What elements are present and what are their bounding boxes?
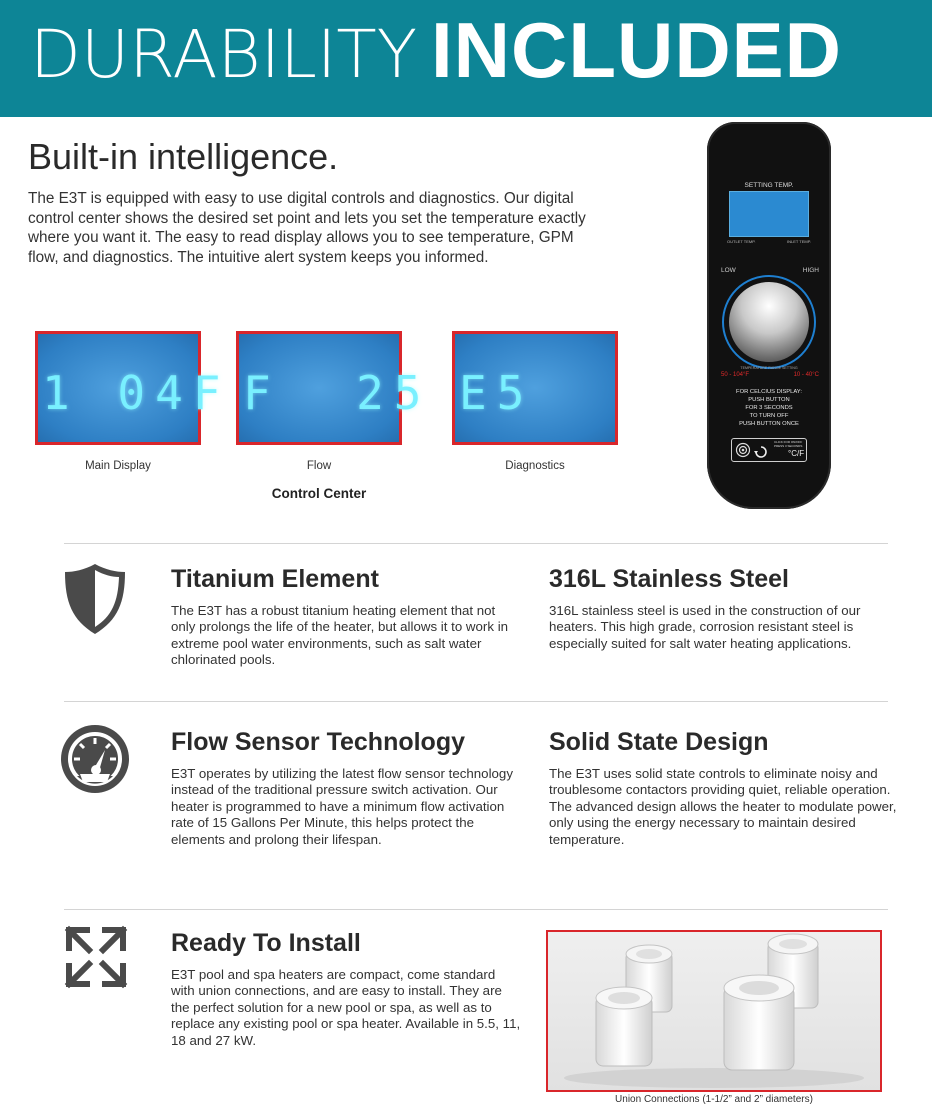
feature-title-solid-state: Solid State Design bbox=[549, 728, 769, 756]
intelligence-body: The E3T is equipped with easy to use digital controls and diagnostics. Our digital control center shows the desired set point and lets you set the temperature exactly where you want it. The easy to read display allows you to see temperature, GPM flow, and diagnostics. The intuitive alert system keeps you informed. bbox=[28, 190, 586, 267]
panel-high-label: HIGH bbox=[802, 267, 819, 274]
shield-icon bbox=[62, 562, 128, 636]
union-connections-photo bbox=[546, 930, 882, 1092]
panel-screen bbox=[729, 191, 809, 237]
panel-range-c: 10 - 40°C bbox=[793, 372, 819, 378]
diagnostics-display-label: Diagnostics bbox=[505, 460, 565, 472]
banner-title-light: DURABILITY bbox=[30, 16, 418, 93]
photo-caption: Union Connections (1-1/2” and 2” diameters) bbox=[615, 1094, 813, 1105]
divider bbox=[64, 543, 888, 544]
panel-instructions: FOR CELCIUS DISPLAY: PUSH BUTTON FOR 3 SECONDS TO TURN OFF PUSH BUTTON ONCE bbox=[736, 389, 802, 427]
cycle-arrows-icon bbox=[754, 445, 768, 459]
main-display-readout: 1 04F bbox=[42, 366, 231, 420]
feature-title-ready-to-install: Ready To Install bbox=[171, 929, 361, 957]
control-center-label: Control Center bbox=[271, 486, 367, 501]
panel-inlet-label: INLET TEMP. bbox=[786, 239, 811, 244]
feature-title-titanium: Titanium Element bbox=[171, 565, 379, 593]
header-banner bbox=[0, 0, 932, 117]
feature-body-flow-sensor: E3T operates by utilizing the latest flow sensor technology instead of the traditional pressure switch activation. Our heater is programmed to have a minimum flow activation rate of 15 Gallons Per Minute, this helps protect the elements and prolong their lifespan. bbox=[171, 766, 513, 847]
power-button-icon bbox=[735, 442, 751, 458]
divider bbox=[64, 909, 888, 910]
banner-title-bold: INCLUDED bbox=[431, 6, 843, 94]
panel-knob bbox=[729, 282, 809, 362]
feature-body-ready-to-install: E3T pool and spa heaters are compact, come standard with union connections, and are easy to install. They are the perfect solution for a new pool or spa, as well as to replace any existing pool or spa heater. Available in 5.5, 11, 18 and 27 kW. bbox=[171, 967, 521, 1048]
banner-title bbox=[30, 6, 842, 99]
gauge-icon bbox=[60, 724, 130, 794]
union-fittings-illustration bbox=[548, 932, 880, 1090]
main-display-lcd bbox=[35, 331, 231, 445]
panel-setting-temp: SETTING TEMP. bbox=[744, 182, 794, 189]
feature-title-flow-sensor: Flow Sensor Technology bbox=[171, 728, 466, 756]
panel-outlet-label: OUTLET TEMP. bbox=[727, 239, 756, 244]
main-display-label: Main Display bbox=[85, 460, 151, 472]
feature-body-titanium: The E3T has a robust titanium heating element that not only prolongs the life of the heater, but allows it to work in extreme pool water environments, such as salt water chlorinated pools. bbox=[171, 603, 509, 668]
panel-range-f: 50 - 104°F bbox=[721, 372, 750, 378]
intelligence-heading: Built-in intelligence. bbox=[28, 136, 339, 177]
panel-button-box bbox=[731, 438, 807, 462]
flow-display-readout: F 25 bbox=[243, 366, 432, 420]
flow-display-label: Flow bbox=[306, 460, 332, 472]
divider bbox=[64, 701, 888, 702]
flow-display-lcd bbox=[236, 331, 432, 445]
feature-body-solid-state: The E3T uses solid state controls to eliminate noisy and troublesome contactors providing quiet, reliable operation. The advanced design allows the heater to modulate power, only using the energy necessary to maintain desired temperature. bbox=[549, 766, 897, 847]
panel-cf-label: °C/F bbox=[788, 449, 805, 458]
diagnostics-display-readout: E5 bbox=[459, 366, 535, 420]
panel-low-label: LOW bbox=[721, 267, 736, 274]
feature-body-stainless: 316L stainless steel is used in the construction of our heaters. This high grade, corrosion resistant steel is especially suited for salt water heating applications. bbox=[549, 603, 861, 651]
diagnostics-display-lcd bbox=[452, 331, 618, 445]
expand-arrows-icon bbox=[63, 924, 129, 990]
panel-range-title: TEMPERATURE RANGE SETTING bbox=[740, 366, 798, 370]
control-panel-image bbox=[707, 122, 831, 509]
panel-button-text: CLICK FOR ON/OFF PRESS 3 SECONDS bbox=[774, 440, 803, 448]
feature-title-stainless: 316L Stainless Steel bbox=[549, 565, 789, 593]
